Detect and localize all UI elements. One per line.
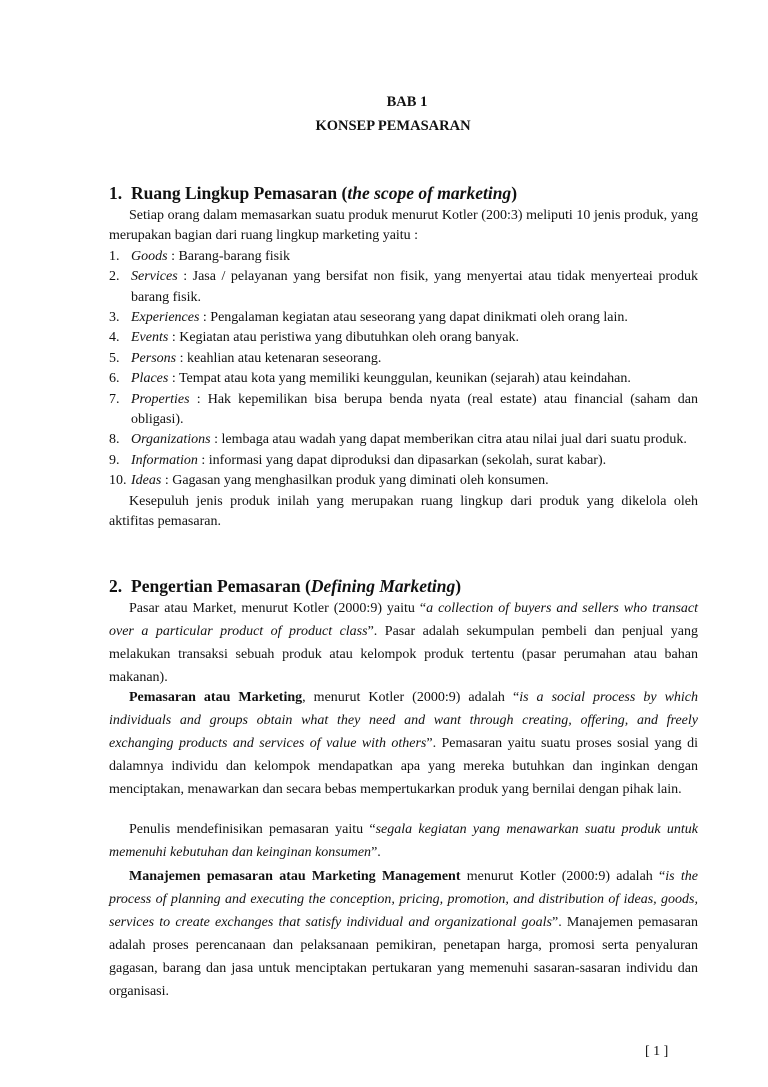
p4-text-a: menurut Kotler (2000:9) adalah “	[460, 869, 666, 884]
section-1-heading-main: Ruang Lingkup Pemasaran (	[131, 183, 348, 203]
section-2-heading-main: Pengertian Pemasaran (	[131, 576, 311, 596]
list-item-number: 10.	[109, 473, 127, 489]
list-item-desc: : Barang-barang fisik	[167, 248, 291, 264]
section-1-intro: Setiap orang dalam memasarkan suatu produk menurut Kotler (200:3) meliputi 10 jenis produk, yang merupakan bagian dari ruang lingkup marketing yaitu :	[109, 208, 698, 244]
market-definition-paragraph	[109, 597, 698, 689]
section-1-heading-close: )	[511, 183, 518, 203]
list-item-desc: : Kegiatan atau peristiwa yang dibutuhkan oleh orang banyak.	[168, 330, 519, 346]
list-item	[109, 247, 698, 267]
management-definition-paragraph	[109, 865, 698, 1003]
section-2-body	[109, 597, 698, 689]
p3-quote: segala kegiatan yang menawarkan suatu produk untuk memenuhi kebutuhan dan keinginan konsumen	[109, 822, 698, 860]
section-2-heading	[109, 576, 461, 597]
p4-quote: is the process of planning and executing the conception, pricing, promotion, and distribution of ideas, goods, services to create exchanges that satisfy individual and organizational goals	[109, 869, 698, 930]
section-2-heading-italic: Defining Marketing	[310, 576, 456, 596]
list-item-number: 2.	[109, 269, 120, 285]
list-item-term: Goods	[131, 248, 168, 264]
list-item-desc: : keahlian atau ketenaran seseorang.	[176, 350, 382, 366]
list-item-number: 1.	[109, 248, 120, 264]
list-item-desc: : informasi yang dapat diproduksi dan dipasarkan (sekolah, surat kabar).	[197, 452, 607, 468]
list-item	[109, 308, 698, 328]
list-item-number: 6.	[109, 371, 120, 387]
list-item-desc: : Hak kepemilikan bisa berupa benda nyata (real estate) atau financial (saham dan obligasi).	[131, 391, 698, 428]
p1-text-a: Pasar atau Market, menurut Kotler (2000:9) yaitu “	[129, 601, 427, 616]
p2-text-b: ”. Pemasaran yaitu suatu proses sosial yang di dalamnya individu dan kelompok mendapatkan apa yang mereka butuhkan dan inginkan dengan menciptakan, menawarkan dan secara bebas mempertukarkan produk yang bernilai dengan pihak lain.	[109, 736, 698, 797]
section-2-body-4	[109, 865, 698, 1003]
list-item-term: Ideas	[131, 473, 162, 489]
list-item-term: Information	[131, 452, 198, 468]
p2-quote: is a social process by which individuals and groups obtain what they need and want through creating, offering, and freely exchanging products and services of value with others	[109, 690, 699, 751]
list-item	[109, 328, 698, 348]
list-item	[109, 390, 698, 431]
section-1-closing: Kesepuluh jenis produk inilah yang merupakan ruang lingkup dari produk yang dikelola oleh aktifitas pemasaran.	[109, 493, 698, 530]
list-item-number: 4.	[109, 330, 120, 346]
list-item-desc: : Pengalaman kegiatan atau seseorang yang dapat dinikmati oleh orang lain.	[199, 310, 628, 326]
section-1-heading	[109, 183, 517, 204]
chapter-title: KONSEP PEMASARAN	[315, 118, 471, 134]
list-item-term: Events	[131, 330, 169, 346]
section-2-body-2	[109, 686, 698, 801]
section-1-number: 1.	[109, 183, 123, 203]
p1-text-b: ”. Pasar adalah sekumpulan pembeli dan penjual yang melakukan transaksi sebuah produk atau kelompok produk tertentu (pasar perumahan atau bahan makanan).	[109, 624, 698, 685]
p2-text-a: , menurut Kotler (2000:9) adalah “	[302, 690, 520, 705]
list-item-desc: : Jasa / pelayanan yang bersifat non fisik, yang menyertai atau tidak menyerteai produk barang fisik.	[131, 269, 698, 305]
p1-quote: a collection of buyers and sellers who transact over a particular product of product class	[109, 601, 698, 639]
section-1-body	[109, 206, 698, 533]
list-item-desc: : Gagasan yang menghasilkan produk yang diminati oleh konsumen.	[161, 473, 549, 489]
list-item-desc: : Tempat atau kota yang memiliki keunggulan, keunikan (sejarah) atau keindahan.	[168, 371, 631, 387]
list-item-number: 9.	[109, 452, 120, 468]
list-item-number: 3.	[109, 310, 120, 326]
list-item	[109, 349, 698, 369]
author-definition-paragraph	[109, 818, 698, 864]
list-item-term: Services	[131, 269, 178, 285]
p2-term: Pemasaran atau Marketing	[129, 690, 303, 705]
list-item-term: Experiences	[131, 310, 200, 326]
list-item-term: Organizations	[131, 432, 211, 448]
p4-term: Manajemen pemasaran atau Marketing Management	[129, 869, 461, 884]
chapter-label: BAB 1	[386, 94, 428, 110]
list-item-number: 8.	[109, 432, 120, 448]
list-item-term: Persons	[131, 350, 177, 366]
marketing-definition-paragraph	[109, 686, 698, 801]
p3-text-b: ”.	[371, 845, 381, 860]
section-2-heading-close: )	[455, 576, 462, 596]
section-1-heading-italic: the scope of marketing	[347, 183, 512, 203]
list-item	[109, 267, 698, 308]
list-item	[109, 369, 698, 389]
list-item	[109, 451, 698, 471]
p3-text-a: Penulis mendefinisikan pemasaran yaitu “	[129, 822, 376, 837]
list-item-desc: : lembaga atau wadah yang dapat memberikan citra atau nilai jual dari suatu produk.	[210, 432, 687, 448]
list-item	[109, 471, 698, 491]
page-number: [ 1 ]	[645, 1044, 669, 1059]
list-item-term: Places	[131, 371, 169, 387]
section-2-body-3	[109, 818, 698, 864]
section-2-number: 2.	[109, 576, 123, 596]
product-type-list	[109, 247, 698, 492]
list-item-term: Properties	[131, 391, 190, 407]
list-item-number: 5.	[109, 350, 120, 366]
list-item-number: 7.	[109, 391, 120, 407]
list-item	[109, 430, 698, 450]
p4-text-b: ”. Manajemen pemasaran adalah proses perencanaan dan pelaksanaan pemikiran, penetapan harga, promosi serta penyaluran gagasan, barang dan jasa untuk menciptakan pertukaran yang memenuhi sasaran-sasaran individu dan organisasi.	[109, 915, 698, 999]
